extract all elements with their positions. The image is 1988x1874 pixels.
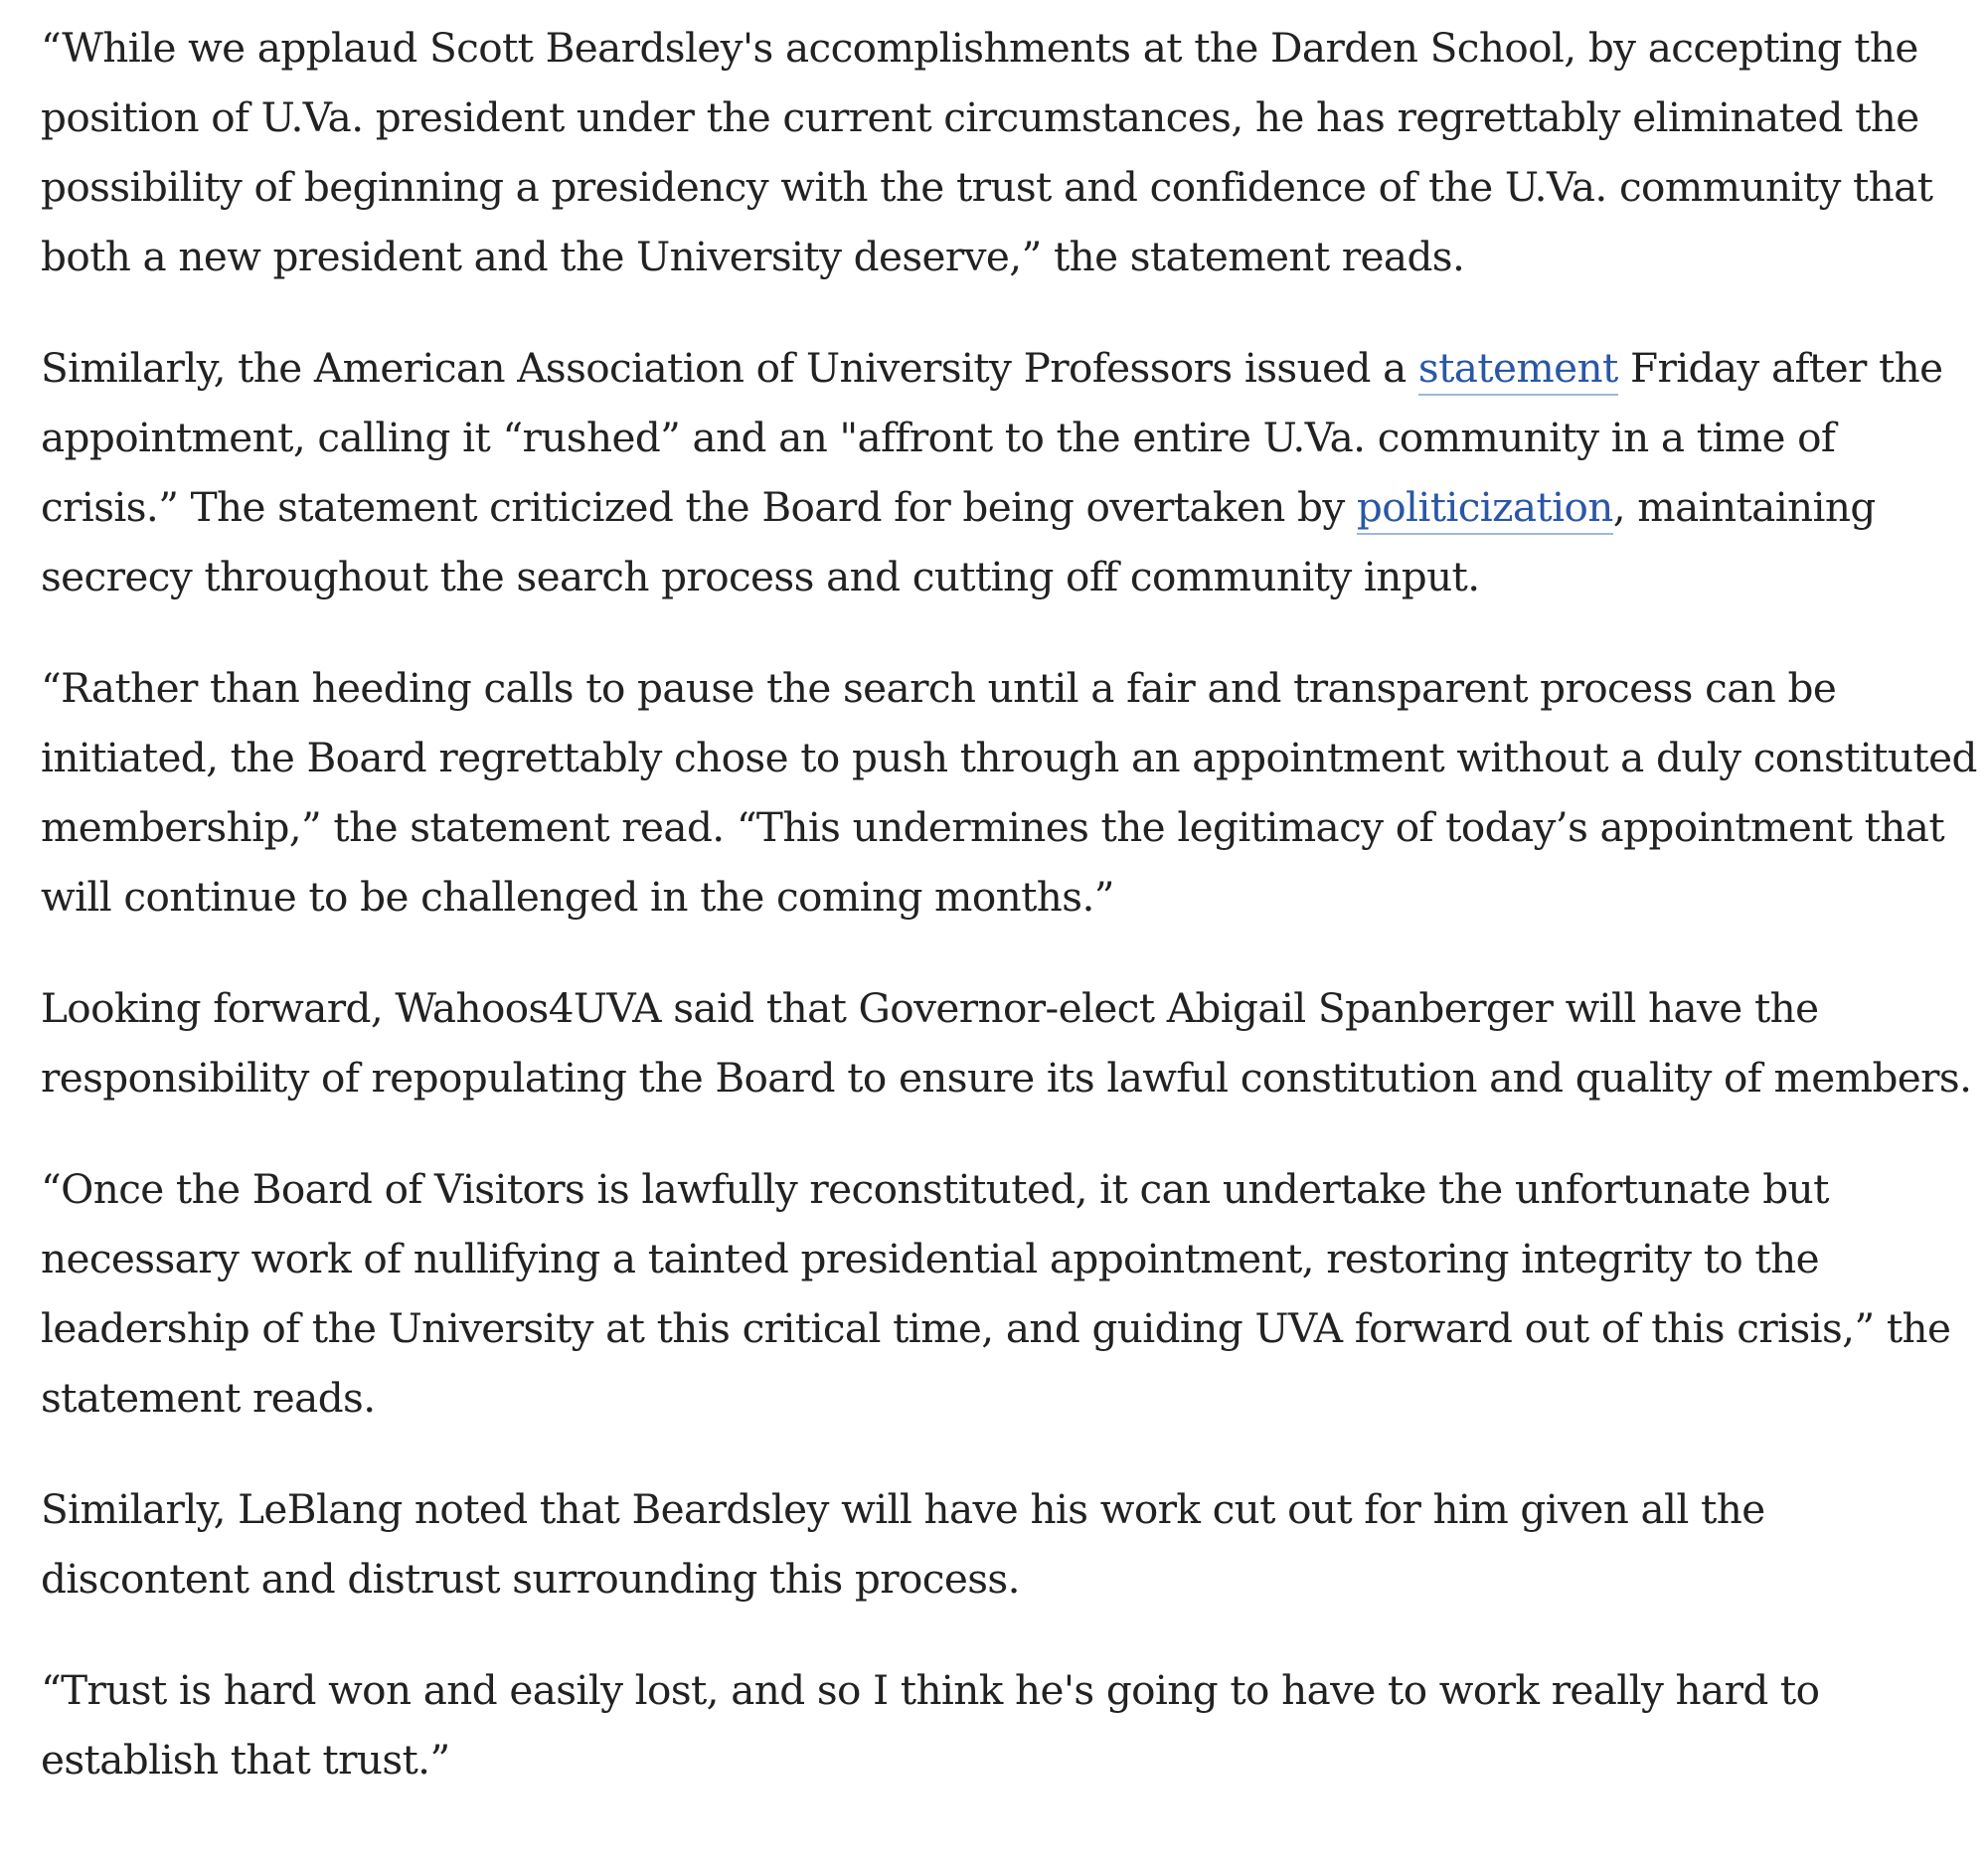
paragraph-trust-quote: “Trust is hard won and easily lost, and so I think he's going to have to work really hard to establish that trust.”: [41, 1666, 1820, 1784]
paragraph-darden-statement: “While we applaud Scott Beardsley's accomplishments at the Darden School, by accepting the position of U.Va. president under the current circumstances, he has regrettably eliminated the possibility of beginning a presidency with the trust and confidence of the U.Va. community that both a new president and the University deserve,” the statement reads.: [41, 24, 1933, 280]
paragraph-reconstitution-quote: “Once the Board of Visitors is lawfully reconstituted, it can undertake the unfortunate but necessary work of nullifying a tainted presidential appointment, restoring integrity to the leadership of the University at this critical time, and guiding UVA forward out of this crisis,” the statement reads.: [41, 1165, 1951, 1422]
article-body: [41, 13, 1979, 1794]
paragraph-text: Friday after the appointment, calling it “rushed” and an "affront to the entire U.Va. community in a time of crisis.” The statement criticized the Board for being overtaken by: [41, 344, 1943, 531]
paragraph-leblang: Similarly, LeBlang noted that Beardsley will have his work cut out for him given all the discontent and distrust surrounding this process.: [41, 1485, 1765, 1603]
politicization-link[interactable]: politicization: [1357, 483, 1613, 535]
paragraph-wahoos4uva: Looking forward, Wahoos4UVA said that Governor-elect Abigail Spanberger will have the responsibility of repopulating the Board to ensure its lawful constitution and quality of members.: [41, 984, 1972, 1102]
paragraph-aaup-statement: [41, 333, 1979, 611]
paragraph-text: , maintaining secrecy throughout the search process and cutting off community input.: [41, 483, 1876, 600]
paragraph-board-quote: “Rather than heeding calls to pause the search until a fair and transparent process can be initiated, the Board regrettably chose to push through an appointment without a duly constituted membership,” the statement read. “This undermines the legitimacy of today’s appointment that will continue to be challenged in the coming months.”: [41, 664, 1977, 921]
statement-link[interactable]: statement: [1418, 344, 1618, 396]
paragraph-text: Similarly, the American Association of University Professors issued a: [41, 344, 1418, 392]
